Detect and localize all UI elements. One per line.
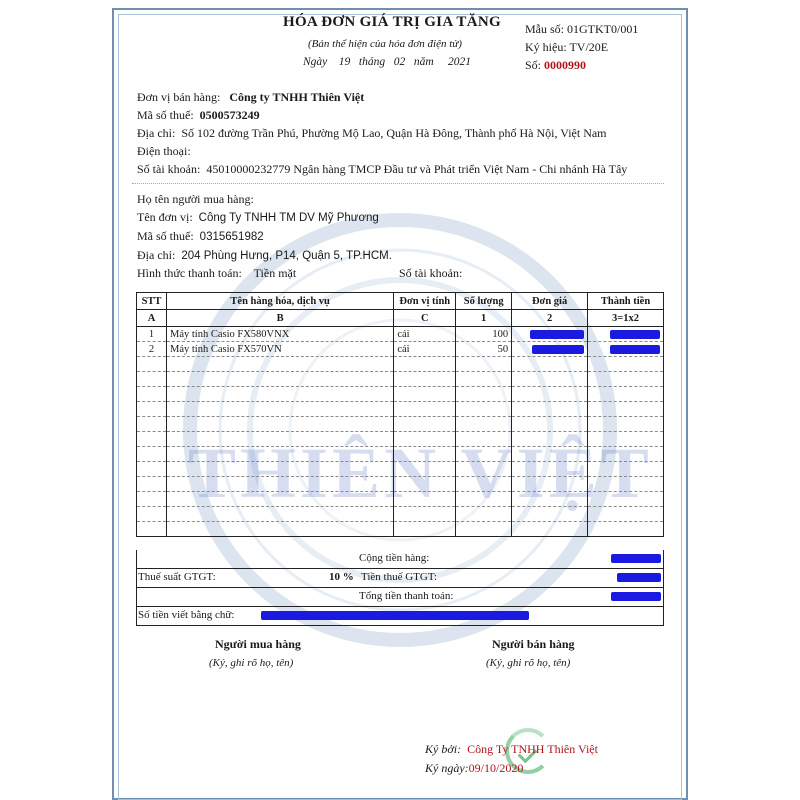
seller-account-row [137, 162, 627, 177]
row-unit: cái [394, 327, 456, 342]
row-stt: 2 [137, 342, 167, 357]
invoice-date [303, 56, 471, 68]
buyer-address-label: Địa chỉ: [137, 248, 176, 262]
signed-date: 09/10/2020 [468, 761, 524, 775]
seller-signature-title: Người bán hàng [492, 637, 575, 651]
so-value: 0000990 [544, 58, 587, 72]
so-label: Số: [525, 58, 542, 72]
col-header: STT [137, 293, 167, 310]
seller-tax-row [137, 108, 260, 123]
payment-method: Tiền mặt [253, 266, 297, 280]
row-unit: cái [394, 342, 456, 357]
buyer-tax-label: Mã số thuế: [137, 229, 194, 243]
payment-method-label: Hình thức thanh toán: [137, 266, 242, 280]
date-month: 02 [393, 56, 406, 68]
vat-rate-label: Thuế suất GTGT: [138, 571, 216, 583]
col-code: A [137, 310, 167, 327]
redaction-mark [611, 554, 661, 563]
col-code: 2 [512, 310, 588, 327]
row-stt: 1 [137, 327, 167, 342]
table-header-row [137, 293, 664, 310]
date-year: 2021 [448, 56, 472, 68]
section-divider [132, 183, 664, 184]
row-amount [588, 327, 664, 342]
vat-row [136, 569, 664, 588]
form-number [525, 22, 638, 37]
amount-in-words-row [136, 607, 664, 626]
redaction-mark [617, 573, 661, 582]
watermark-text: THIÊN VIỆT [188, 433, 653, 513]
table-row-empty [137, 507, 664, 522]
table-row-empty [137, 432, 664, 447]
col-code: C [394, 310, 456, 327]
row-unit-price [512, 342, 588, 357]
seller-address-label: Địa chỉ: [137, 126, 176, 140]
invoice-subtitle: (Bản thể hiện của hóa đơn điện tử) [308, 38, 462, 50]
subtotal-row [136, 550, 664, 569]
buyer-address: 204 Phùng Hưng, P14, Quận 5, TP.HCM. [181, 250, 392, 262]
table-row-empty [137, 402, 664, 417]
signed-by-row [425, 742, 598, 757]
table-row [137, 327, 664, 342]
subtotal-label: Cộng tiền hàng: [359, 552, 430, 564]
seller-address: Số 102 đường Trần Phú, Phường Mộ Lao, Quận Hà Đông, Thành phố Hà Nội, Việt Nam [181, 126, 607, 140]
mau-so-label: Mẫu số: [525, 22, 564, 36]
buyer-address-row [137, 248, 392, 263]
buyer-account-label: Số tài khoản: [399, 266, 463, 280]
invoice-number [525, 58, 586, 73]
amount-in-words-label: Số tiền viết bằng chữ: [138, 609, 235, 621]
table-row-empty [137, 417, 664, 432]
buyer-account-row [399, 266, 462, 281]
seller-name-row [137, 90, 364, 105]
col-code: 3=1x2 [588, 310, 664, 327]
items-table [136, 292, 664, 537]
date-day: 19 [338, 56, 351, 68]
signed-by-label: Ký bởi: [425, 742, 462, 756]
table-row-empty [137, 477, 664, 492]
mau-so-value: 01GTKT0/001 [567, 22, 639, 36]
redaction-mark [610, 330, 660, 339]
buyer-org-label: Tên đơn vị: [137, 210, 193, 224]
buyer-signature-hint: (Ký, ghi rõ họ, tên) [209, 657, 294, 669]
row-qty: 100 [456, 327, 512, 342]
seller-account: 45010000232779 Ngân hàng TMCP Đầu tư và Phát triển Việt Nam - Chi nhánh Hà Tây [206, 162, 628, 176]
table-row-empty [137, 522, 664, 537]
col-header: Đơn vị tính [394, 293, 456, 310]
seller-name-label: Đơn vị bán hàng: [137, 90, 221, 104]
row-unit-price [512, 327, 588, 342]
col-header: Thành tiền [588, 293, 664, 310]
ky-hieu-value: TV/20E [569, 40, 609, 54]
table-row-empty [137, 372, 664, 387]
buyer-name-row [137, 192, 254, 207]
row-item-name: Máy tính Casio FX580VNX [166, 327, 393, 342]
table-row-empty [137, 492, 664, 507]
seller-name: Công ty TNHH Thiên Việt [229, 90, 365, 104]
date-thang-label: tháng [358, 56, 386, 68]
col-header: Số lượng [456, 293, 512, 310]
seller-tax: 0500573249 [199, 108, 260, 122]
buyer-payment-row [137, 266, 296, 281]
buyer-org-row [137, 210, 379, 225]
buyer-org: Công Ty TNHH TM DV Mỹ Phương [198, 212, 379, 224]
buyer-name-label: Họ tên người mua hàng: [137, 192, 254, 206]
table-row-empty [137, 462, 664, 477]
col-header: Đơn giá [512, 293, 588, 310]
seller-phone-label: Điện thoại: [137, 144, 191, 158]
signed-date-label: Ký ngày: [425, 761, 469, 775]
redaction-mark [530, 330, 584, 339]
signed-date-row [425, 761, 523, 776]
buyer-signature-title: Người mua hàng [215, 637, 301, 651]
table-row-empty [137, 447, 664, 462]
buyer-tax: 0315651982 [199, 231, 264, 243]
row-item-name: Máy tính Casio FX570VN [166, 342, 393, 357]
col-code: 1 [456, 310, 512, 327]
redaction-mark [610, 345, 660, 354]
row-qty: 50 [456, 342, 512, 357]
serial-symbol [525, 40, 608, 55]
date-nam-label: năm [413, 56, 434, 68]
invoice-title: HÓA ĐƠN GIÁ TRỊ GIA TĂNG [283, 14, 501, 30]
col-code: B [166, 310, 393, 327]
redaction-mark [261, 611, 529, 620]
grand-total-row [136, 588, 664, 607]
redaction-mark [532, 345, 584, 354]
table-code-row [137, 310, 664, 327]
seller-phone-row [137, 144, 191, 159]
table-row-empty [137, 387, 664, 402]
table-row [137, 342, 664, 357]
vat-amount-label: Tiền thuế GTGT: [361, 571, 438, 583]
seller-tax-label: Mã số thuế: [137, 108, 194, 122]
redaction-mark [611, 592, 661, 601]
ky-hieu-label: Ký hiệu: [525, 40, 567, 54]
buyer-tax-row [137, 229, 264, 244]
table-row-empty [137, 357, 664, 372]
date-ngay-label: Ngày [303, 56, 328, 68]
grand-total-label: Tổng tiền thanh toán: [359, 590, 454, 602]
col-header: Tên hàng hóa, dịch vụ [166, 293, 393, 310]
seller-account-label: Số tài khoản: [137, 162, 201, 176]
signed-by: Công Ty TNHH Thiên Việt [467, 742, 598, 756]
vat-rate: 10 % [329, 571, 354, 583]
row-amount [588, 342, 664, 357]
seller-signature-hint: (Ký, ghi rõ họ, tên) [486, 657, 571, 669]
seller-address-row [137, 126, 607, 141]
